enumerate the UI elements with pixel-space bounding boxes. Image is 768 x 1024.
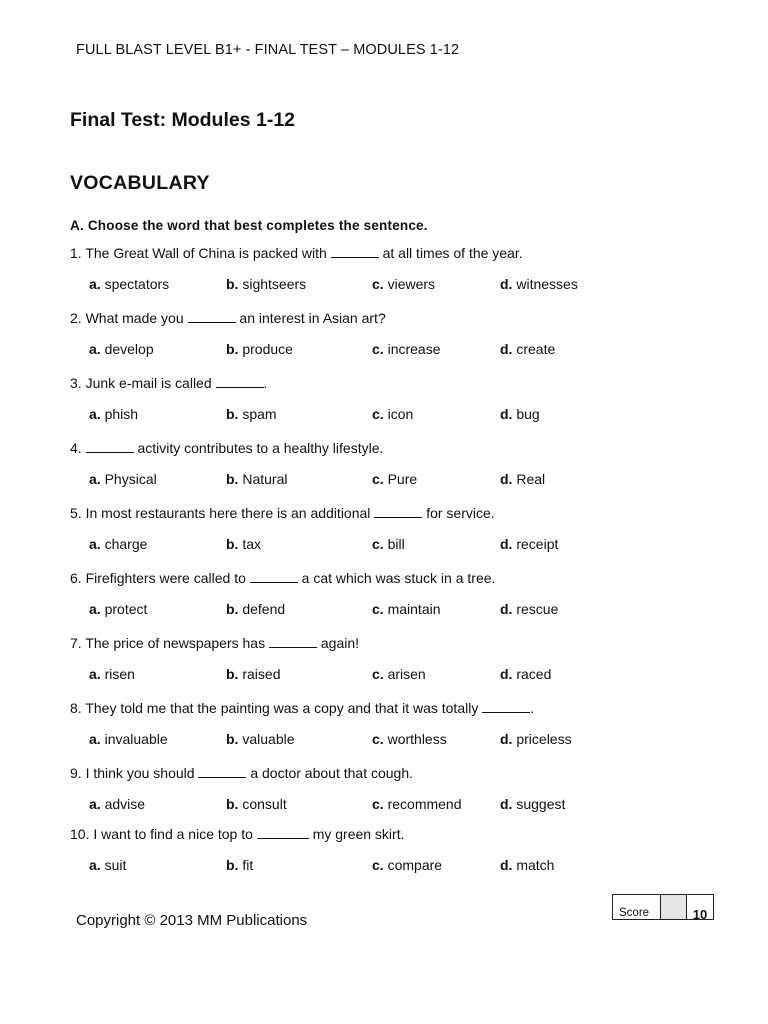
option-letter: d. (500, 601, 513, 617)
score-label: Score (613, 895, 661, 919)
option-letter: a. (89, 666, 101, 682)
option-b[interactable] (226, 536, 261, 552)
option-letter: d. (500, 471, 513, 487)
option-a[interactable] (89, 731, 168, 747)
question-number: 2. (70, 310, 82, 326)
option-text: phish (104, 406, 139, 422)
question-number: 3. (70, 375, 82, 391)
option-c[interactable] (372, 796, 462, 812)
question-text-after: . (263, 375, 268, 391)
score-box (612, 894, 714, 920)
question-text-before: What made you (85, 310, 184, 326)
option-letter: d. (500, 666, 513, 682)
question-text-before: The Great Wall of China is packed with (85, 245, 327, 261)
option-d[interactable] (500, 406, 540, 422)
question-text-after: a doctor about that cough. (250, 765, 414, 781)
option-d[interactable] (500, 471, 545, 487)
question-number: 5. (70, 505, 82, 521)
option-c[interactable] (372, 406, 413, 422)
option-text: receipt (516, 536, 559, 552)
question-text-before: Junk e-mail is called (85, 375, 212, 391)
option-letter: b. (226, 796, 239, 812)
option-text: tax (242, 536, 262, 552)
option-letter: d. (500, 796, 513, 812)
option-text: fit (242, 857, 254, 873)
question-6 (70, 570, 495, 586)
option-letter: d. (500, 406, 513, 422)
question-text-before: In most restaurants here there is an additional (85, 505, 371, 521)
score-total: 10 (692, 907, 708, 922)
option-text: advise (104, 796, 146, 812)
option-a[interactable] (89, 341, 154, 357)
question-text-before: Firefighters were called to (85, 570, 246, 586)
option-letter: c. (372, 601, 384, 617)
option-text: sightseers (242, 276, 307, 292)
option-d[interactable] (500, 731, 572, 747)
option-a[interactable] (89, 406, 138, 422)
option-text: consult (242, 796, 287, 812)
answer-blank[interactable] (250, 572, 298, 583)
option-text: raced (516, 666, 552, 682)
score-input-cell[interactable] (661, 895, 687, 919)
option-text: defend (242, 601, 286, 617)
answer-blank[interactable] (86, 442, 134, 453)
answer-blank[interactable] (331, 247, 379, 258)
option-text: Pure (387, 471, 418, 487)
option-text: suit (104, 857, 127, 873)
answer-blank[interactable] (198, 767, 246, 778)
page-title: Final Test: Modules 1-12 (70, 109, 296, 131)
question-2 (70, 310, 386, 326)
option-c[interactable] (372, 536, 405, 552)
option-c[interactable] (372, 471, 417, 487)
option-text: Natural (242, 471, 288, 487)
option-a[interactable] (89, 536, 147, 552)
question-number: 10. (70, 826, 90, 842)
option-letter: d. (500, 536, 513, 552)
question-text-after: . (530, 700, 535, 716)
option-a[interactable] (89, 601, 147, 617)
option-b[interactable] (226, 731, 295, 747)
option-d[interactable] (500, 796, 565, 812)
question-text-before: I think you should (85, 765, 195, 781)
option-text: Physical (104, 471, 157, 487)
option-text: bill (387, 536, 405, 552)
option-letter: c. (372, 471, 384, 487)
option-letter: d. (500, 341, 513, 357)
question-text-after: activity contributes to a healthy lifestyle. (137, 440, 384, 456)
option-d[interactable] (500, 276, 578, 292)
option-text: recommend (387, 796, 462, 812)
option-text: Real (516, 471, 546, 487)
option-d[interactable] (500, 857, 554, 873)
option-letter: a. (89, 731, 101, 747)
option-letter: a. (89, 601, 101, 617)
option-text: viewers (387, 276, 436, 292)
question-3 (70, 375, 267, 391)
option-letter: d. (500, 731, 513, 747)
option-letter: a. (89, 857, 101, 873)
option-letter: d. (500, 276, 513, 292)
option-letter: c. (372, 731, 384, 747)
option-letter: b. (226, 536, 239, 552)
option-text: icon (387, 406, 414, 422)
option-text: bug (516, 406, 540, 422)
copyright-notice: Copyright © 2013 MM Publications (76, 912, 308, 929)
question-number: 9. (70, 765, 82, 781)
option-text: charge (104, 536, 148, 552)
option-c[interactable] (372, 601, 441, 617)
option-a[interactable] (89, 857, 126, 873)
option-a[interactable] (89, 666, 135, 682)
option-c[interactable] (372, 731, 447, 747)
option-letter: c. (372, 666, 384, 682)
answer-blank[interactable] (482, 702, 530, 713)
option-letter: b. (226, 341, 239, 357)
option-letter: a. (89, 796, 101, 812)
question-1 (70, 245, 523, 261)
option-text: valuable (242, 731, 295, 747)
option-text: risen (104, 666, 135, 682)
option-b[interactable] (226, 406, 277, 422)
question-number: 8. (70, 700, 82, 716)
option-b[interactable] (226, 276, 306, 292)
option-letter: c. (372, 857, 384, 873)
option-text: match (516, 857, 555, 873)
option-letter: b. (226, 666, 239, 682)
option-d[interactable] (500, 666, 551, 682)
option-text: witnesses (516, 276, 578, 292)
question-number: 7. (70, 635, 82, 651)
answer-blank[interactable] (216, 377, 264, 388)
option-letter: d. (500, 857, 513, 873)
option-letter: c. (372, 796, 384, 812)
question-9 (70, 765, 413, 781)
option-b[interactable] (226, 857, 253, 873)
question-number: 6. (70, 570, 82, 586)
option-letter: b. (226, 857, 239, 873)
instruction: A. Choose the word that best completes the sentence. (70, 218, 428, 233)
option-letter: b. (226, 731, 239, 747)
option-letter: a. (89, 536, 101, 552)
section-heading: VOCABULARY (70, 172, 210, 194)
question-4 (70, 440, 383, 456)
option-a[interactable] (89, 276, 169, 292)
option-b[interactable] (226, 666, 280, 682)
option-c[interactable] (372, 341, 441, 357)
option-text: priceless (516, 731, 572, 747)
question-5 (70, 505, 495, 521)
option-text: raised (242, 666, 281, 682)
option-letter: c. (372, 536, 384, 552)
option-c[interactable] (372, 666, 426, 682)
option-letter: a. (89, 406, 101, 422)
option-letter: b. (226, 276, 239, 292)
question-text-after: for service. (426, 505, 495, 521)
option-letter: b. (226, 601, 239, 617)
option-text: spam (242, 406, 277, 422)
option-letter: c. (372, 341, 384, 357)
option-text: maintain (387, 601, 441, 617)
option-text: create (516, 341, 556, 357)
option-a[interactable] (89, 796, 145, 812)
option-text: invaluable (104, 731, 168, 747)
option-a[interactable] (89, 471, 157, 487)
question-text-before: The price of newspapers has (85, 635, 266, 651)
question-10 (70, 826, 405, 842)
option-b[interactable] (226, 471, 287, 487)
option-d[interactable] (500, 536, 558, 552)
option-text: rescue (516, 601, 559, 617)
question-text-after: at all times of the year. (382, 245, 523, 261)
question-text-before: They told me that the painting was a copy and that it was totally (85, 700, 479, 716)
option-b[interactable] (226, 796, 287, 812)
question-text-after: my green skirt. (312, 826, 405, 842)
option-letter: b. (226, 471, 239, 487)
question-8 (70, 700, 534, 716)
question-text-after: again! (320, 635, 360, 651)
option-text: protect (104, 601, 148, 617)
option-text: produce (242, 341, 293, 357)
question-text-before: I want to find a nice top to (93, 826, 253, 842)
option-text: compare (387, 857, 443, 873)
answer-blank[interactable] (269, 637, 317, 648)
answer-blank[interactable] (257, 828, 309, 839)
question-text-after: a cat which was stuck in a tree. (301, 570, 496, 586)
option-text: arisen (387, 666, 426, 682)
question-text-after: an interest in Asian art? (239, 310, 386, 326)
page-header: FULL BLAST LEVEL B1+ - FINAL TEST – MODULES 1-12 (76, 42, 460, 58)
option-b[interactable] (226, 341, 293, 357)
option-letter: a. (89, 471, 101, 487)
question-number: 1. (70, 245, 82, 261)
option-letter: b. (226, 406, 239, 422)
answer-blank[interactable] (188, 312, 236, 323)
option-text: suggest (516, 796, 566, 812)
option-text: spectators (104, 276, 170, 292)
option-text: worthless (387, 731, 447, 747)
option-letter: a. (89, 276, 101, 292)
option-letter: c. (372, 276, 384, 292)
answer-blank[interactable] (374, 507, 422, 518)
option-letter: c. (372, 406, 384, 422)
option-text: develop (104, 341, 154, 357)
option-text: increase (387, 341, 441, 357)
option-d[interactable] (500, 601, 558, 617)
option-b[interactable] (226, 601, 285, 617)
question-number: 4. (70, 440, 82, 456)
question-7 (70, 635, 359, 651)
option-c[interactable] (372, 857, 442, 873)
option-d[interactable] (500, 341, 555, 357)
option-letter: a. (89, 341, 101, 357)
option-c[interactable] (372, 276, 435, 292)
